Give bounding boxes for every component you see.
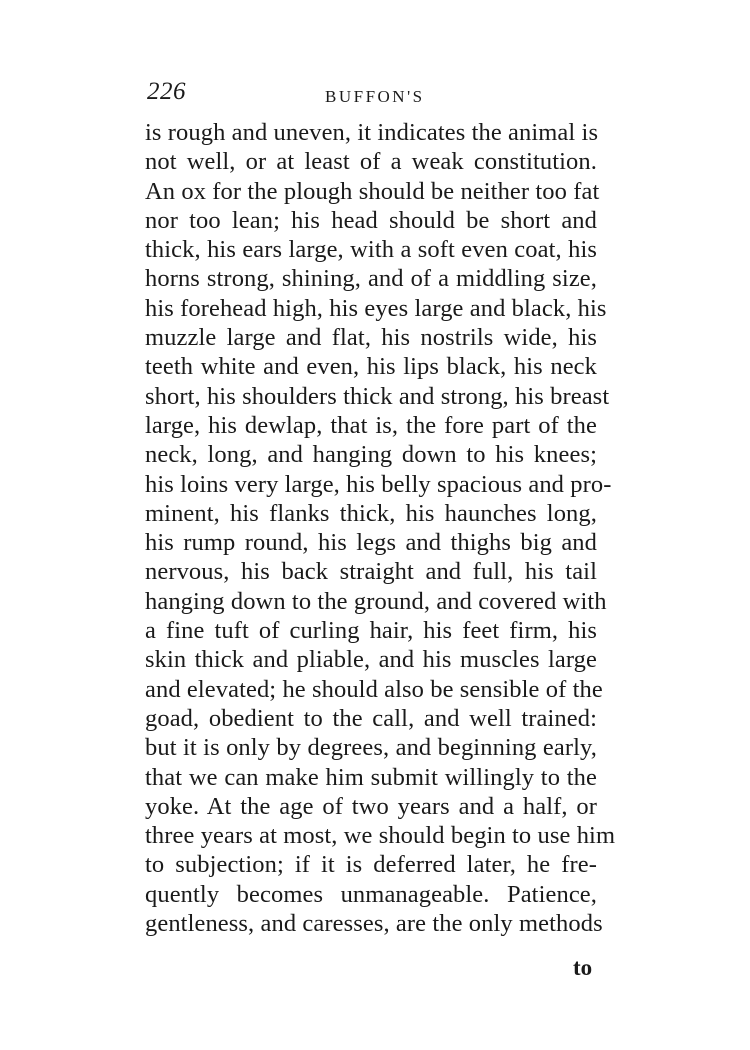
text-line: that we can make him submit willingly to the	[145, 763, 597, 791]
catchword: to	[573, 955, 593, 980]
text-line: gentleness, and caresses, are the only methods	[145, 910, 603, 938]
text-line: An ox for the plough should be neither too fat	[145, 177, 600, 205]
text-line: skin thick and pliable, and his muscles large	[145, 646, 597, 674]
text-line: large, his dewlap, that is, the fore part of the	[145, 411, 597, 439]
text-line: thick, his ears large, with a soft even coat, his	[145, 236, 597, 264]
text-line: neck, long, and hanging down to his knees;	[145, 441, 597, 469]
text-line: minent, his flanks thick, his haunches long,	[145, 499, 597, 527]
text-line: goad, obedient to the call, and well trained:	[145, 704, 597, 732]
text-line: three years at most, we should begin to use him	[145, 822, 616, 850]
text-line: not well, or at least of a weak constitution.	[145, 148, 597, 176]
text-line: horns strong, shining, and of a middling size,	[145, 265, 597, 293]
text-line: nor too lean; his head should be short and	[145, 206, 597, 234]
text-line: muzzle large and flat, his nostrils wide, his	[145, 324, 597, 352]
text-line: hanging down to the ground, and covered with	[145, 587, 607, 615]
text-line: quently becomes unmanageable. Patience,	[145, 880, 597, 908]
page-number: 226	[147, 78, 186, 105]
text-line: to subjection; if it is deferred later, he fre-	[145, 851, 597, 879]
text-line: but it is only by degrees, and beginning early,	[145, 734, 597, 762]
text-line: a fine tuft of curling hair, his feet firm, his	[145, 617, 597, 645]
text-line: is rough and uneven, it indicates the animal is	[145, 119, 599, 146]
text-line: short, his shoulders thick and strong, his breast	[145, 382, 610, 410]
running-head	[147, 78, 597, 112]
text-line: his rump round, his legs and thighs big and	[145, 529, 597, 557]
body-text	[145, 118, 616, 938]
text-line: nervous, his back straight and full, his tail	[145, 558, 597, 586]
text-line: his forehead high, his eyes large and black, his	[145, 294, 607, 322]
text-line: teeth white and even, his lips black, his neck	[145, 353, 597, 381]
text-line: his loins very large, his belly spacious and pro-	[145, 470, 612, 498]
text-line: yoke. At the age of two years and a half, or	[145, 792, 597, 820]
text-line: and elevated; he should also be sensible of the	[145, 675, 603, 703]
running-title: BUFFON'S	[325, 87, 425, 106]
